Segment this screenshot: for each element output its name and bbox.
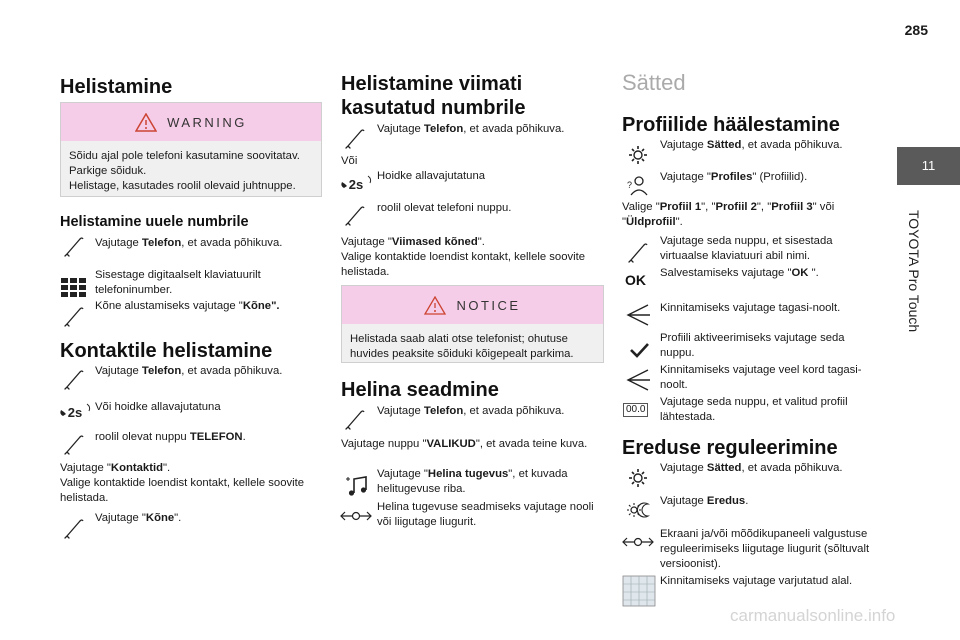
chapter-title: TOYOTA Pro Touch <box>906 210 922 333</box>
slider-icon <box>621 532 655 552</box>
pen-icon <box>624 240 652 264</box>
section-heading-profiles: Profiilide häälestamine <box>622 114 840 136</box>
profile-step-back: Kinnitamiseks vajutage tagasi-noolt. <box>660 302 841 314</box>
gear-icon <box>624 143 652 167</box>
contact-step-phone: Vajutage Telefon, et avada põhikuva. <box>95 365 283 377</box>
brightness-step-slider-a: Ekraani ja/või mõõdikupaneeli valgustuse reguleerimiseks liigutage liugurit (sõltuvalt versioonist). <box>660 528 870 570</box>
back-arrow-icon <box>624 303 652 327</box>
chapter-tab[interactable]: 11 <box>897 147 960 185</box>
warning-title: WARNING <box>167 114 247 130</box>
hold-2s-icon <box>339 174 373 194</box>
pen-icon <box>60 234 88 258</box>
page-number: 285 <box>904 22 928 38</box>
shaded-area-icon <box>622 575 656 607</box>
back-arrow-icon <box>624 368 652 392</box>
warning-box <box>60 102 322 197</box>
profile-step-back-again: Kinnitamiseks vajutage veel kord tagasi-noolt. <box>660 364 862 391</box>
step-press-phone: Vajutage Telefon, et avada põhikuva. <box>95 237 283 249</box>
keypad-icon <box>60 275 88 299</box>
contact-step-call: Vajutage "Kõne". <box>95 512 182 524</box>
profile-step-activate: Profiili aktiveerimiseks vajutage seda nuppu. <box>660 332 845 359</box>
profile-step-settings: Vajutage Sätted, et avada põhikuva. <box>660 139 843 151</box>
notice-icon <box>424 296 446 315</box>
notice-box <box>341 285 604 363</box>
section-heading-calling: Helistamine <box>60 76 173 98</box>
reset-icon: 00.0 <box>623 403 648 417</box>
contact-step-hold: Või hoidke allavajutatuna <box>95 401 221 413</box>
ring-step-options: Vajutage nuppu "VALIKUD", et avada teine kuva. <box>341 438 588 450</box>
profile-step-name: Vajutage seda nuppu, et sisestada virtuaalse klaviatuuri abil nimi. <box>660 235 833 262</box>
contact-step-wheel-button: roolil olevat nuppu TELEFON. <box>95 431 246 443</box>
recent-or: Või <box>341 155 358 167</box>
step-enter-number: Sisestage digitaalselt klaviatuurilt telefoninumber. <box>95 269 261 296</box>
footer-watermark: carmanualsonline.info <box>730 606 896 625</box>
recent-step-recent-calls: Vajutage "Viimased kõned". <box>341 236 485 248</box>
section-heading-brightness: Ereduse reguleerimine <box>622 437 838 459</box>
slider-icon <box>339 506 373 526</box>
section-heading-ringtone: Helina seadmine <box>341 379 499 401</box>
ok-icon: OK <box>625 272 646 288</box>
music-note-icon <box>343 474 371 498</box>
profile-step-profiles: Vajutage "Profiles" (Profiilid). <box>660 171 808 183</box>
section-heading-recent: Helistamine viimati kasutatud numbrile <box>341 73 526 119</box>
contact-step-choose: Valige kontaktide loendist kontakt, kellele soovite helistada. <box>60 477 305 504</box>
recent-step-phone: Vajutage Telefon, et avada põhikuva. <box>377 123 565 135</box>
recent-step-wheel: roolil olevat telefoni nuppu. <box>377 202 512 214</box>
profile-step-ok: Salvestamiseks vajutage "OK ". <box>660 267 819 279</box>
brightness-step-settings: Vajutage Sätted, et avada põhikuva. <box>660 462 843 474</box>
brightness-icon <box>624 498 652 522</box>
subheading-new-number: Helistamine uuele numbrile <box>60 214 249 230</box>
check-icon <box>626 338 654 362</box>
ring-step-slider: Helina tugevuse seadmiseks vajutage nooli või liigutage liugurit. <box>377 501 594 528</box>
gear-icon <box>624 466 652 490</box>
section-heading-settings: Sätted <box>622 70 686 95</box>
warning-header <box>61 103 321 141</box>
svg-text:?: ? <box>627 180 633 190</box>
recent-step-hold: Hoidke allavajutatuna <box>377 170 486 182</box>
contact-step-contacts: Vajutage "Kontaktid". <box>60 462 171 474</box>
pen-icon <box>60 304 88 328</box>
pen-icon <box>341 203 369 227</box>
pen-icon <box>341 407 369 431</box>
notice-header <box>342 286 603 324</box>
pen-icon <box>60 516 88 540</box>
warning-icon <box>135 113 157 132</box>
recent-step-choose: Valige kontaktide loendist kontakt, kellele soovite helistada. <box>341 251 586 278</box>
notice-text: Helistada saab alati otse telefonist; ohutuse huvides peaksite sõiduki kõigepealt parkima. <box>350 333 574 360</box>
pen-icon <box>60 367 88 391</box>
step-press-call: Kõne alustamiseks vajutage "Kõne". <box>95 300 280 312</box>
section-heading-contact: Kontaktile helistamine <box>60 340 273 362</box>
profile-step-reset: Vajutage seda nuppu, et valitud profiil lähtestada. <box>660 396 848 423</box>
ring-step-phone: Vajutage Telefon, et avada põhikuva. <box>377 405 565 417</box>
hold-2s-icon <box>58 402 92 422</box>
ring-step-volume: Vajutage "Helina tugevus", et kuvada helitugevuse riba. <box>377 468 568 495</box>
pen-icon <box>341 126 369 150</box>
brightness-step-brightness: Vajutage Eredus. <box>660 495 749 507</box>
profile-step-select: Valige "Profiil 1", "Profiil 2", "Profiil 3" või "Üldprofiil". <box>622 201 835 228</box>
warning-text: Sõidu ajal pole telefoni kasutamine soovitatav. Parkige sõiduk. Helistage, kasutades roolil olevaid juhtnuppe. <box>69 150 300 192</box>
brightness-step-shaded: Kinnitamiseks vajutage varjutatud alal. <box>660 575 853 587</box>
pen-icon <box>60 432 88 456</box>
profile-icon <box>622 173 650 197</box>
notice-title: NOTICE <box>456 297 521 313</box>
